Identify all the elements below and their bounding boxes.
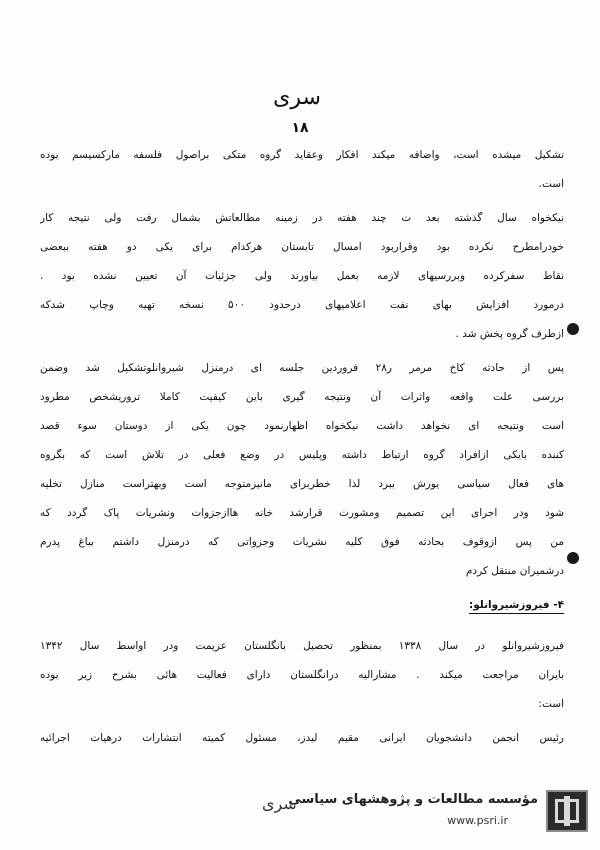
text-line: خودرامطرح نکرده بود وقراربود امسال تابستان هرکدام برای یکی دو هفته ببعضی <box>40 241 564 253</box>
document-body <box>40 148 564 745</box>
footer-classification-mark: سری <box>262 794 297 813</box>
watermark-url: www.psri.ir <box>447 814 508 827</box>
text-line: ازطرف گروه پخش شد . <box>455 328 564 340</box>
institute-logo-icon <box>546 790 588 832</box>
page-number: ۱۸ <box>291 120 309 136</box>
text-line: شود ودر اجرای این تصمیم ومشورت قرارشد خانه هاازجزوات ونشریات پاک گردد که <box>40 507 564 519</box>
classification-mark: سری <box>273 85 321 110</box>
text-line: های فعال سیاسی یورش ببرد لذا خطربرای مانیزمتوجه است وبهتراست منازل تخلیه <box>40 478 564 490</box>
text-line: درمورد افزایش بهای نفت اعلامیهای درحدود ۵۰۰ نسخه تهیه وچاپ شدکه <box>40 299 564 311</box>
text-line: من پس ازوقوف بحادثه فوق کلیه نشریات وجزواتی که درمنزل داشتم بباغ پدرم <box>40 536 564 548</box>
watermark-title: مؤسسه مطالعات و پژوهشهای سیاسی <box>288 792 538 807</box>
section-heading: ۴- فیروزشیروانلو: <box>469 599 564 614</box>
punch-hole <box>567 323 579 335</box>
text-line: بایران مراجعت میکند . مشارالیه درانگلستان دارای فعالیت هائی بشرح زیر بوده <box>40 669 564 681</box>
text-line: رئیس انجمن دانشجویان ایرانی مقیم لیدز، مسئول کمیته انتشارات درهیات اجرائیه <box>40 732 564 744</box>
watermark <box>258 786 588 836</box>
text-line: فیروزشیروانلو در سال ۱۳۳۸ بمنظور تحصیل بانگلستان عزیمت ودر اواسط سال ۱۳۴۲ <box>40 640 564 652</box>
text-line: تشکیل میشده است، واضافه میکند افکار وعقاید گروه متکی براصول فلسفه مارکسیسم بوده <box>40 149 564 161</box>
text-line: است: <box>538 698 564 710</box>
text-line: پس از حادثه کاخ مرمر ر۲۸ فروردین جلسه ای درمنزل شیروانلوتشکیل شد وضمن <box>40 362 564 374</box>
text-line: است. <box>538 178 564 190</box>
text-line: نیکخواه سال گذشته بعد ت چند هفته در زمینه مطالعاتش بشمال رفت ولی نتیجه کار <box>40 212 564 224</box>
punch-hole <box>567 552 579 564</box>
text-line: درشمیران منتقل کردم <box>465 565 564 577</box>
text-line: نقاط سفرکرده وبررسیهای لازمه بعمل بیاورند ولی جزئیات آن تعیین نشده بود . <box>40 270 564 282</box>
text-line: بررسی علت واقعه واثرات آن ونتیجه گیری باین کیفیت کاملا تروریشخص مطرود <box>40 391 564 403</box>
text-line: است ونتیجه ای نخواهد داشت نیکخواه اظهارنمود چون یکی از دوستان سوء قصد <box>40 420 564 432</box>
text-line: کننده بایکی ازافراد گروه ارتباط داشته وپلیس در وضع فعلی در تلاش است که بگروه <box>40 449 564 461</box>
